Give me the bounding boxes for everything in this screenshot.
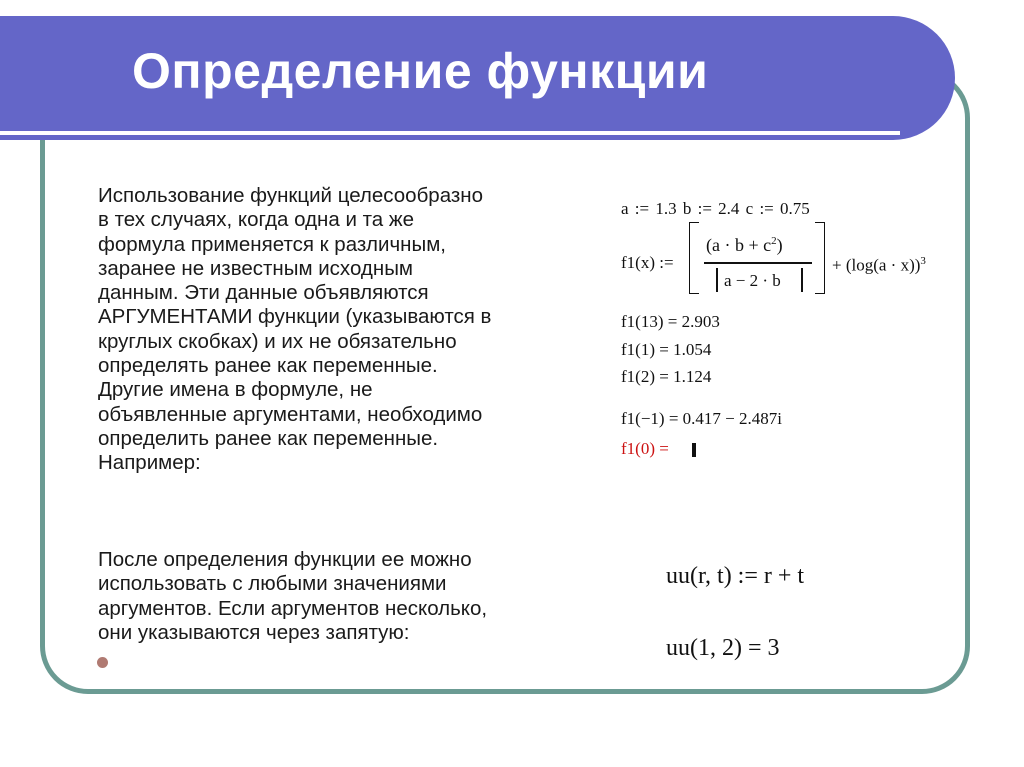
math-def-tail (832, 256, 926, 274)
text-line: определять ранее как переменные. (98, 354, 438, 378)
def-tail-exponent: 3 (920, 255, 926, 267)
numerator-text: (a · b + c (706, 235, 772, 255)
empty-bullet (97, 657, 108, 668)
text-line: в тех случаях, когда одна и та же (98, 208, 414, 232)
abs-bar-left (716, 268, 718, 292)
right-bracket (815, 222, 825, 294)
text-line: заранее не известным исходным (98, 256, 414, 280)
paragraph-arguments (98, 548, 598, 645)
text-line: аргументов. Если аргументов несколько, (98, 596, 488, 620)
math-eval-neg1: f1(−1) = 0.417 − 2.487i (621, 409, 782, 428)
math-def-lhs: f1(x) := (621, 253, 674, 272)
text-line: Использование функций целесообразно (98, 184, 484, 207)
math-uu-evaluation: uu(1, 2) = 3 (666, 635, 780, 661)
def-tail-text: + (log(a · x)) (832, 255, 921, 275)
math-numerator (706, 236, 783, 254)
text-line: Например: (98, 451, 201, 475)
text-line: объявленные аргументами, необходимо (98, 402, 483, 426)
numerator-close: ) (776, 235, 783, 255)
slide-title: Определение функции (132, 43, 709, 99)
math-eval-0-error: f1(0) = (621, 439, 669, 458)
numerator-exponent: 2 (771, 235, 777, 247)
math-denominator: a − 2 · b (724, 271, 781, 290)
math-eval-1: f1(1) = 1.054 (621, 340, 712, 359)
left-bracket (689, 222, 699, 294)
text-line: определить ранее как переменные. (98, 426, 439, 450)
math-assignments: a := 1.3 b := 2.4 c := 0.75 (621, 199, 810, 218)
text-line: данным. Эти данные объявляются (98, 281, 429, 305)
text-line: АРГУМЕНТАМИ функции (указываются в (98, 305, 492, 329)
text-line: формула применяется к различным, (98, 232, 446, 256)
paragraph-function-usage (98, 184, 598, 476)
math-uu-definition: uu(r, t) := r + t (666, 563, 805, 589)
text-line: Другие имена в формуле, не (98, 378, 373, 402)
title-underline (0, 131, 900, 135)
math-eval-13: f1(13) = 2.903 (621, 312, 720, 331)
abs-bar-right (801, 268, 803, 292)
math-eval-2: f1(2) = 1.124 (621, 367, 712, 386)
fraction-line (704, 262, 812, 264)
placeholder-cursor (692, 443, 696, 457)
text-line: После определения функции ее можно (98, 548, 472, 571)
text-line: использовать с любыми значениями (98, 572, 447, 596)
text-line: они указываются через запятую: (98, 620, 410, 644)
text-line: круглых скобках) и их не обязательно (98, 329, 457, 353)
